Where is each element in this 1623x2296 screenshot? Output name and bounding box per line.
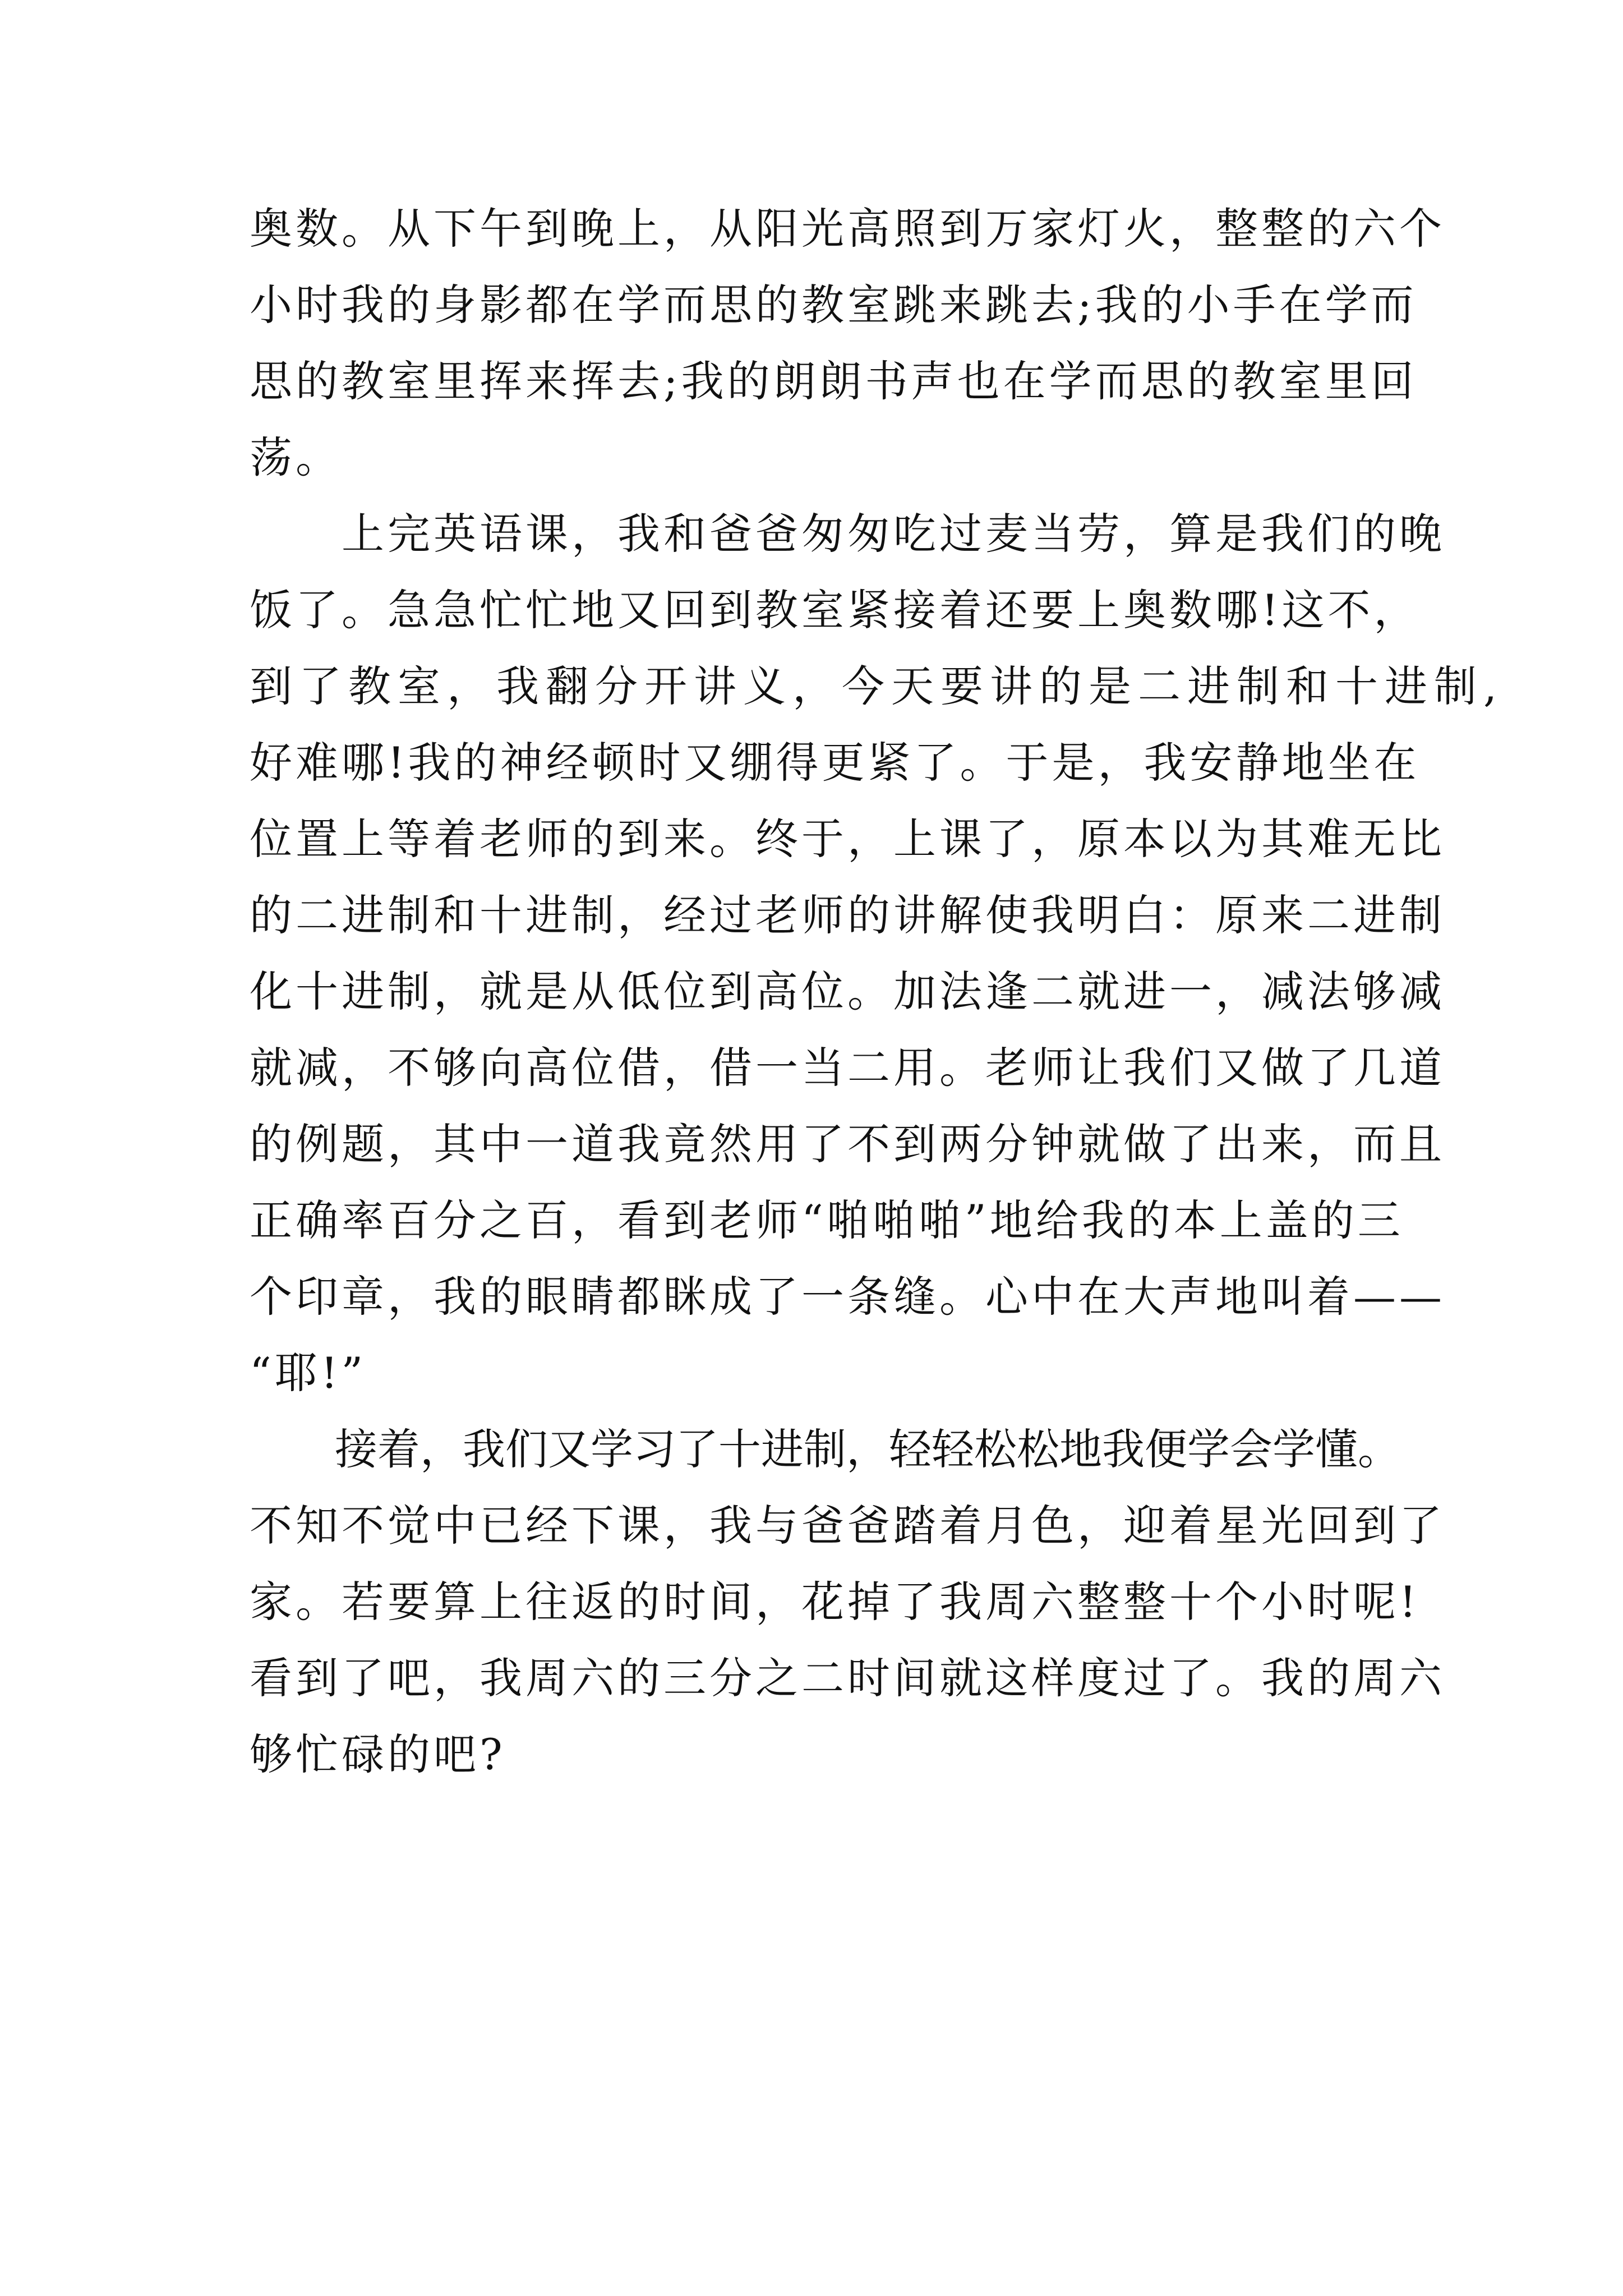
- paragraph-line: 就减，不够向高位借，借一当二用。老师让我们又做了几道: [250, 1043, 1445, 1093]
- paragraph-line: 正确率百分之百，看到老师“啪啪啪”地给我的本上盖的三: [250, 1195, 1404, 1245]
- paragraph-2: [250, 496, 1504, 1411]
- paragraph-line: 个印章，我的眼睛都眯成了一条缝。心中在大声地叫着——: [250, 1272, 1445, 1322]
- paragraph-line: 够忙碌的吧?: [250, 1729, 506, 1779]
- paragraph-line: 接着，我们又学习了十进制，轻轻松松地我便学会学懂。: [250, 1424, 1400, 1474]
- body-text: [250, 191, 1504, 1793]
- paragraph-line: 荡。: [250, 432, 342, 482]
- paragraph-line: 奥数。从下午到晚上，从阳光高照到万家灯火，整整的六个: [250, 204, 1445, 254]
- paragraph-line: 家。若要算上往返的时间，花掉了我周六整整十个小时呢!: [250, 1577, 1420, 1627]
- paragraph-3: [250, 1411, 1445, 1793]
- paragraph-line: 的二进制和十进制，经过老师的讲解使我明白：原来二进制: [250, 890, 1445, 940]
- paragraph-line: 不知不觉中已经下课，我与爸爸踏着月色，迎着星光回到了: [250, 1501, 1445, 1550]
- paragraph-1: [250, 191, 1445, 496]
- paragraph-line: “耶!”: [250, 1348, 367, 1398]
- paragraph-line: 好难哪!我的神经顿时又绷得更紧了。于是，我安静地坐在: [250, 738, 1420, 788]
- paragraph-line: 思的教室里挥来挥去;我的朗朗书声也在学而思的教室里回: [250, 356, 1417, 406]
- paragraph-line: 饭了。急急忙忙地又回到教室紧接着还要上奥数哪!这不，: [250, 585, 1420, 635]
- paragraph-line: 化十进制，就是从低位到高位。加法逢二就进一，减法够减: [250, 967, 1445, 1016]
- paragraph-line: 看到了吧，我周六的三分之二时间就这样度过了。我的周六: [250, 1653, 1445, 1703]
- paragraph-line: 上完英语课，我和爸爸匆匆吃过麦当劳，算是我们的晚: [250, 509, 1445, 559]
- paragraph-line: 到了教室，我翻分开讲义，今天要讲的是二进制和十进制,: [250, 661, 1504, 711]
- paragraph-line: 位置上等着老师的到来。终于，上课了，原本以为其难无比: [250, 814, 1445, 864]
- paragraph-line: 的例题，其中一道我竟然用了不到两分钟就做了出来，而且: [250, 1119, 1445, 1169]
- paragraph-line: 小时我的身影都在学而思的教室跳来跳去;我的小手在学而: [250, 280, 1417, 330]
